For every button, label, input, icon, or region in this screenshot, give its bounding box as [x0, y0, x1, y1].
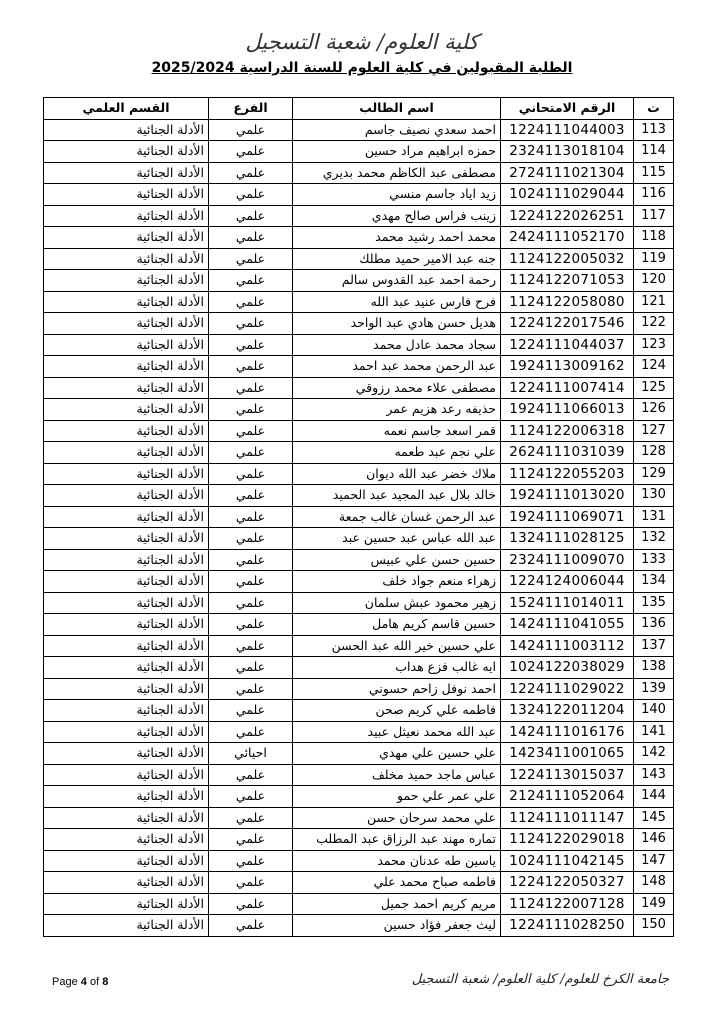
table-body — [44, 119, 674, 936]
exam-id-cell: 1224113015037 — [501, 764, 634, 786]
row-number-cell: 138 — [634, 657, 674, 679]
department-cell: الأدلة الجنائية — [44, 270, 209, 292]
table-row — [44, 205, 674, 227]
exam-id-cell: 2124111052064 — [501, 786, 634, 808]
student-name-cell: حسين حسن علي عبيس — [293, 549, 501, 571]
table-row — [44, 227, 674, 249]
page-total: 8 — [102, 976, 109, 988]
exam-id-cell: 1224124006044 — [501, 571, 634, 593]
exam-id-cell: 1424111041055 — [501, 614, 634, 636]
branch-cell: علمي — [209, 291, 293, 313]
department-cell: الأدلة الجنائية — [44, 700, 209, 722]
table-row — [44, 872, 674, 894]
department-cell: الأدلة الجنائية — [44, 571, 209, 593]
department-cell: الأدلة الجنائية — [44, 227, 209, 249]
exam-id-cell: 1224111007414 — [501, 377, 634, 399]
branch-cell: علمي — [209, 334, 293, 356]
row-number-cell: 132 — [634, 528, 674, 550]
student-name-cell: قمر اسعد جاسم نعمه — [293, 420, 501, 442]
table-row — [44, 657, 674, 679]
row-number-cell: 150 — [634, 915, 674, 937]
branch-cell: علمي — [209, 678, 293, 700]
student-name-cell: ملاك خضر عبد الله ديوان — [293, 463, 501, 485]
branch-cell: علمي — [209, 614, 293, 636]
branch-cell: علمي — [209, 571, 293, 593]
exam-id-cell: 1124122055203 — [501, 463, 634, 485]
exam-id-cell: 1524111014011 — [501, 592, 634, 614]
student-name-cell: سجاد محمد عادل محمد — [293, 334, 501, 356]
department-cell: الأدلة الجنائية — [44, 764, 209, 786]
branch-cell: علمي — [209, 399, 293, 421]
department-cell: الأدلة الجنائية — [44, 549, 209, 571]
branch-cell: علمي — [209, 592, 293, 614]
row-number-cell: 147 — [634, 850, 674, 872]
department-cell: الأدلة الجنائية — [44, 141, 209, 163]
student-name-cell: رحمة احمد عبد القدوس سالم — [293, 270, 501, 292]
exam-id-cell: 1924111066013 — [501, 399, 634, 421]
department-cell: الأدلة الجنائية — [44, 743, 209, 765]
student-name-cell: زهير محمود عبش سلمان — [293, 592, 501, 614]
footer-signature: جامعة الكرخ للعلوم/ كلية العلوم/ شعبة التسجيل — [411, 972, 669, 987]
row-number-cell: 139 — [634, 678, 674, 700]
row-number-cell: 117 — [634, 205, 674, 227]
branch-cell: علمي — [209, 485, 293, 507]
row-number-cell: 119 — [634, 248, 674, 270]
department-cell: الأدلة الجنائية — [44, 313, 209, 335]
branch-cell: علمي — [209, 162, 293, 184]
table-row — [44, 334, 674, 356]
table-row — [44, 119, 674, 141]
student-name-cell: علي محمد سرحان حسن — [293, 807, 501, 829]
branch-cell: علمي — [209, 506, 293, 528]
table-row — [44, 485, 674, 507]
exam-id-cell: 1224111044037 — [501, 334, 634, 356]
page-word: Page — [52, 976, 78, 988]
table-row — [44, 743, 674, 765]
branch-cell: علمي — [209, 872, 293, 894]
department-cell: الأدلة الجنائية — [44, 872, 209, 894]
students-table — [43, 97, 674, 937]
department-cell: الأدلة الجنائية — [44, 915, 209, 937]
branch-cell: علمي — [209, 227, 293, 249]
branch-cell: علمي — [209, 549, 293, 571]
row-number-cell: 144 — [634, 786, 674, 808]
department-cell: الأدلة الجنائية — [44, 119, 209, 141]
row-number-cell: 131 — [634, 506, 674, 528]
department-cell: الأدلة الجنائية — [44, 463, 209, 485]
row-number-cell: 126 — [634, 399, 674, 421]
branch-cell: علمي — [209, 807, 293, 829]
student-name-cell: محمد احمد رشيد محمد — [293, 227, 501, 249]
exam-id-cell: 2324113018104 — [501, 141, 634, 163]
row-number-cell: 114 — [634, 141, 674, 163]
row-number-cell: 125 — [634, 377, 674, 399]
table-row — [44, 184, 674, 206]
student-name-cell: علي نجم عبد طعمه — [293, 442, 501, 464]
table-row — [44, 915, 674, 937]
row-number-cell: 133 — [634, 549, 674, 571]
department-cell: الأدلة الجنائية — [44, 721, 209, 743]
row-number-cell: 129 — [634, 463, 674, 485]
department-cell: الأدلة الجنائية — [44, 162, 209, 184]
exam-id-cell: 1124122058080 — [501, 291, 634, 313]
student-name-cell: ايه غالب فزع هداب — [293, 657, 501, 679]
table-row — [44, 850, 674, 872]
row-number-cell: 137 — [634, 635, 674, 657]
row-number-cell: 127 — [634, 420, 674, 442]
branch-cell: علمي — [209, 721, 293, 743]
table-row — [44, 248, 674, 270]
branch-cell: علمي — [209, 184, 293, 206]
row-number-cell: 124 — [634, 356, 674, 378]
department-cell: الأدلة الجنائية — [44, 485, 209, 507]
exam-id-cell: 1424111016176 — [501, 721, 634, 743]
table-row — [44, 356, 674, 378]
student-name-cell: احمد سعدي نصيف جاسم — [293, 119, 501, 141]
branch-cell: علمي — [209, 657, 293, 679]
student-name-cell: عبد الرحمن محمد عبد احمد — [293, 356, 501, 378]
exam-id-cell: 1224111044003 — [501, 119, 634, 141]
student-name-cell: هديل حسن هادي عبد الواحد — [293, 313, 501, 335]
student-name-cell: زهراء منعم جواد خلف — [293, 571, 501, 593]
student-name-cell: احمد نوفل زاحم حسوني — [293, 678, 501, 700]
row-number-cell: 141 — [634, 721, 674, 743]
row-number-cell: 113 — [634, 119, 674, 141]
table-row — [44, 377, 674, 399]
table-row — [44, 592, 674, 614]
row-number-cell: 128 — [634, 442, 674, 464]
table-row — [44, 162, 674, 184]
table-row — [44, 549, 674, 571]
row-number-cell: 123 — [634, 334, 674, 356]
student-name-cell: فرح فارس عنيد عبد الله — [293, 291, 501, 313]
branch-cell: علمي — [209, 786, 293, 808]
table-row — [44, 420, 674, 442]
branch-cell: علمي — [209, 270, 293, 292]
table-row — [44, 700, 674, 722]
exam-id-cell: 1924111069071 — [501, 506, 634, 528]
branch-cell: علمي — [209, 850, 293, 872]
department-cell: الأدلة الجنائية — [44, 248, 209, 270]
page-indicator — [52, 976, 108, 988]
page-title: الطلبة المقبولين في كلية العلوم للسنة الدراسية 2025/2024 — [151, 60, 573, 76]
exam-id-cell: 2424111052170 — [501, 227, 634, 249]
department-cell: الأدلة الجنائية — [44, 807, 209, 829]
student-name-cell: مصطفى علاء محمد رزوقي — [293, 377, 501, 399]
exam-id-cell: 1224122017546 — [501, 313, 634, 335]
exam-id-cell: 1924113009162 — [501, 356, 634, 378]
branch-cell: علمي — [209, 442, 293, 464]
branch-cell: علمي — [209, 119, 293, 141]
exam-id-cell: 1424111003112 — [501, 635, 634, 657]
column-header-department: القسم العلمي — [44, 98, 209, 120]
department-cell: الأدلة الجنائية — [44, 614, 209, 636]
branch-cell: علمي — [209, 205, 293, 227]
column-header-student-name: اسم الطالب — [293, 98, 501, 120]
student-name-cell: علي حسين خير الله عبد الحسن — [293, 635, 501, 657]
student-name-cell: حمزه ابراهيم مراد حسين — [293, 141, 501, 163]
branch-cell: علمي — [209, 764, 293, 786]
department-cell: الأدلة الجنائية — [44, 334, 209, 356]
table-row — [44, 442, 674, 464]
exam-id-cell: 1124111011147 — [501, 807, 634, 829]
student-name-cell: مصطفى عبد الكاظم محمد بديري — [293, 162, 501, 184]
exam-id-cell: 1224111029022 — [501, 678, 634, 700]
row-number-cell: 142 — [634, 743, 674, 765]
department-cell: الأدلة الجنائية — [44, 528, 209, 550]
exam-id-cell: 1224122026251 — [501, 205, 634, 227]
table-row — [44, 614, 674, 636]
row-number-cell: 130 — [634, 485, 674, 507]
student-name-cell: تماره مهند عبد الرزاق عبد المطلب — [293, 829, 501, 851]
table-row — [44, 291, 674, 313]
department-cell: الأدلة الجنائية — [44, 184, 209, 206]
exam-id-cell: 2324111009070 — [501, 549, 634, 571]
row-number-cell: 118 — [634, 227, 674, 249]
branch-cell: علمي — [209, 700, 293, 722]
exam-id-cell: 1124122005032 — [501, 248, 634, 270]
row-number-cell: 115 — [634, 162, 674, 184]
table-row — [44, 764, 674, 786]
row-number-cell: 121 — [634, 291, 674, 313]
student-name-cell: زينب فراس صالح مهدي — [293, 205, 501, 227]
department-cell: الأدلة الجنائية — [44, 678, 209, 700]
student-name-cell: عبد الله عباس عبد حسين عبد — [293, 528, 501, 550]
branch-cell: علمي — [209, 915, 293, 937]
table-row — [44, 786, 674, 808]
department-cell: الأدلة الجنائية — [44, 356, 209, 378]
exam-id-cell: 1124122029018 — [501, 829, 634, 851]
exam-id-cell: 1224111028250 — [501, 915, 634, 937]
department-cell: الأدلة الجنائية — [44, 291, 209, 313]
table-row — [44, 635, 674, 657]
department-cell: الأدلة الجنائية — [44, 850, 209, 872]
exam-id-cell: 1024111029044 — [501, 184, 634, 206]
table-row — [44, 807, 674, 829]
column-header-branch: الفرع — [209, 98, 293, 120]
branch-cell: علمي — [209, 635, 293, 657]
department-cell: الأدلة الجنائية — [44, 893, 209, 915]
table-row — [44, 893, 674, 915]
branch-cell: علمي — [209, 313, 293, 335]
page-of: of — [89, 976, 100, 988]
department-cell: الأدلة الجنائية — [44, 442, 209, 464]
student-name-cell: فاطمه علي كريم صحن — [293, 700, 501, 722]
exam-id-cell: 1324122011204 — [501, 700, 634, 722]
exam-id-cell: 2724111021304 — [501, 162, 634, 184]
branch-cell: علمي — [209, 377, 293, 399]
table-row — [44, 399, 674, 421]
student-name-cell: خالد بلال عبد المجيد عبد الحميد — [293, 485, 501, 507]
branch-cell: علمي — [209, 528, 293, 550]
header-handwritten-line: كلية العلوم/ شعبة التسجيل — [245, 30, 479, 54]
row-number-cell: 134 — [634, 571, 674, 593]
department-cell: الأدلة الجنائية — [44, 786, 209, 808]
department-cell: الأدلة الجنائية — [44, 592, 209, 614]
branch-cell: علمي — [209, 141, 293, 163]
table-row — [44, 678, 674, 700]
student-name-cell: علي حسين علي مهدي — [293, 743, 501, 765]
column-header-exam-id: الرقم الامتحاني — [501, 98, 634, 120]
table-row — [44, 463, 674, 485]
branch-cell: علمي — [209, 356, 293, 378]
row-number-cell: 149 — [634, 893, 674, 915]
row-number-cell: 120 — [634, 270, 674, 292]
table-header-row — [44, 98, 674, 120]
department-cell: الأدلة الجنائية — [44, 420, 209, 442]
exam-id-cell: 1924111013020 — [501, 485, 634, 507]
row-number-cell: 136 — [634, 614, 674, 636]
exam-id-cell: 1124122007128 — [501, 893, 634, 915]
table-row — [44, 506, 674, 528]
exam-id-cell: 2624111031039 — [501, 442, 634, 464]
branch-cell: علمي — [209, 463, 293, 485]
student-name-cell: عبد الرحمن غسان غالب جمعة — [293, 506, 501, 528]
branch-cell: علمي — [209, 420, 293, 442]
exam-id-cell: 1324111028125 — [501, 528, 634, 550]
row-number-cell: 135 — [634, 592, 674, 614]
column-header-number: ت — [634, 98, 674, 120]
row-number-cell: 148 — [634, 872, 674, 894]
exam-id-cell: 1024122038029 — [501, 657, 634, 679]
table-row — [44, 528, 674, 550]
exam-id-cell: 1124122006318 — [501, 420, 634, 442]
student-name-cell: حذيفه رعد هزيم عمر — [293, 399, 501, 421]
student-name-cell: زيد اياد جاسم منسي — [293, 184, 501, 206]
department-cell: الأدلة الجنائية — [44, 377, 209, 399]
department-cell: الأدلة الجنائية — [44, 829, 209, 851]
table-row — [44, 571, 674, 593]
exam-id-cell: 1024111042145 — [501, 850, 634, 872]
student-name-cell: عباس ماجد حميد مخلف — [293, 764, 501, 786]
department-cell: الأدلة الجنائية — [44, 399, 209, 421]
branch-cell: علمي — [209, 893, 293, 915]
department-cell: الأدلة الجنائية — [44, 657, 209, 679]
student-name-cell: ياسين طه عدنان محمد — [293, 850, 501, 872]
row-number-cell: 146 — [634, 829, 674, 851]
row-number-cell: 145 — [634, 807, 674, 829]
table-row — [44, 141, 674, 163]
student-name-cell: فاطمه صباح محمد علي — [293, 872, 501, 894]
student-name-cell: حسين قاسم كريم هامل — [293, 614, 501, 636]
exam-id-cell: 1423411001065 — [501, 743, 634, 765]
row-number-cell: 122 — [634, 313, 674, 335]
page-current: 4 — [80, 976, 87, 988]
row-number-cell: 116 — [634, 184, 674, 206]
table-row — [44, 721, 674, 743]
branch-cell: احيائي — [209, 743, 293, 765]
student-name-cell: جنه عبد الامير حميد مطلك — [293, 248, 501, 270]
table-row — [44, 313, 674, 335]
table-row — [44, 829, 674, 851]
table-row — [44, 270, 674, 292]
student-name-cell: علي عمر علي حمو — [293, 786, 501, 808]
department-cell: الأدلة الجنائية — [44, 205, 209, 227]
branch-cell: علمي — [209, 248, 293, 270]
branch-cell: علمي — [209, 829, 293, 851]
student-name-cell: مريم كريم احمد جميل — [293, 893, 501, 915]
row-number-cell: 140 — [634, 700, 674, 722]
department-cell: الأدلة الجنائية — [44, 635, 209, 657]
row-number-cell: 143 — [634, 764, 674, 786]
student-name-cell: ليث جعفر فؤاد حسين — [293, 915, 501, 937]
department-cell: الأدلة الجنائية — [44, 506, 209, 528]
exam-id-cell: 1224122050327 — [501, 872, 634, 894]
student-name-cell: عبد الله محمد نعيثل عبيد — [293, 721, 501, 743]
exam-id-cell: 1124122071053 — [501, 270, 634, 292]
